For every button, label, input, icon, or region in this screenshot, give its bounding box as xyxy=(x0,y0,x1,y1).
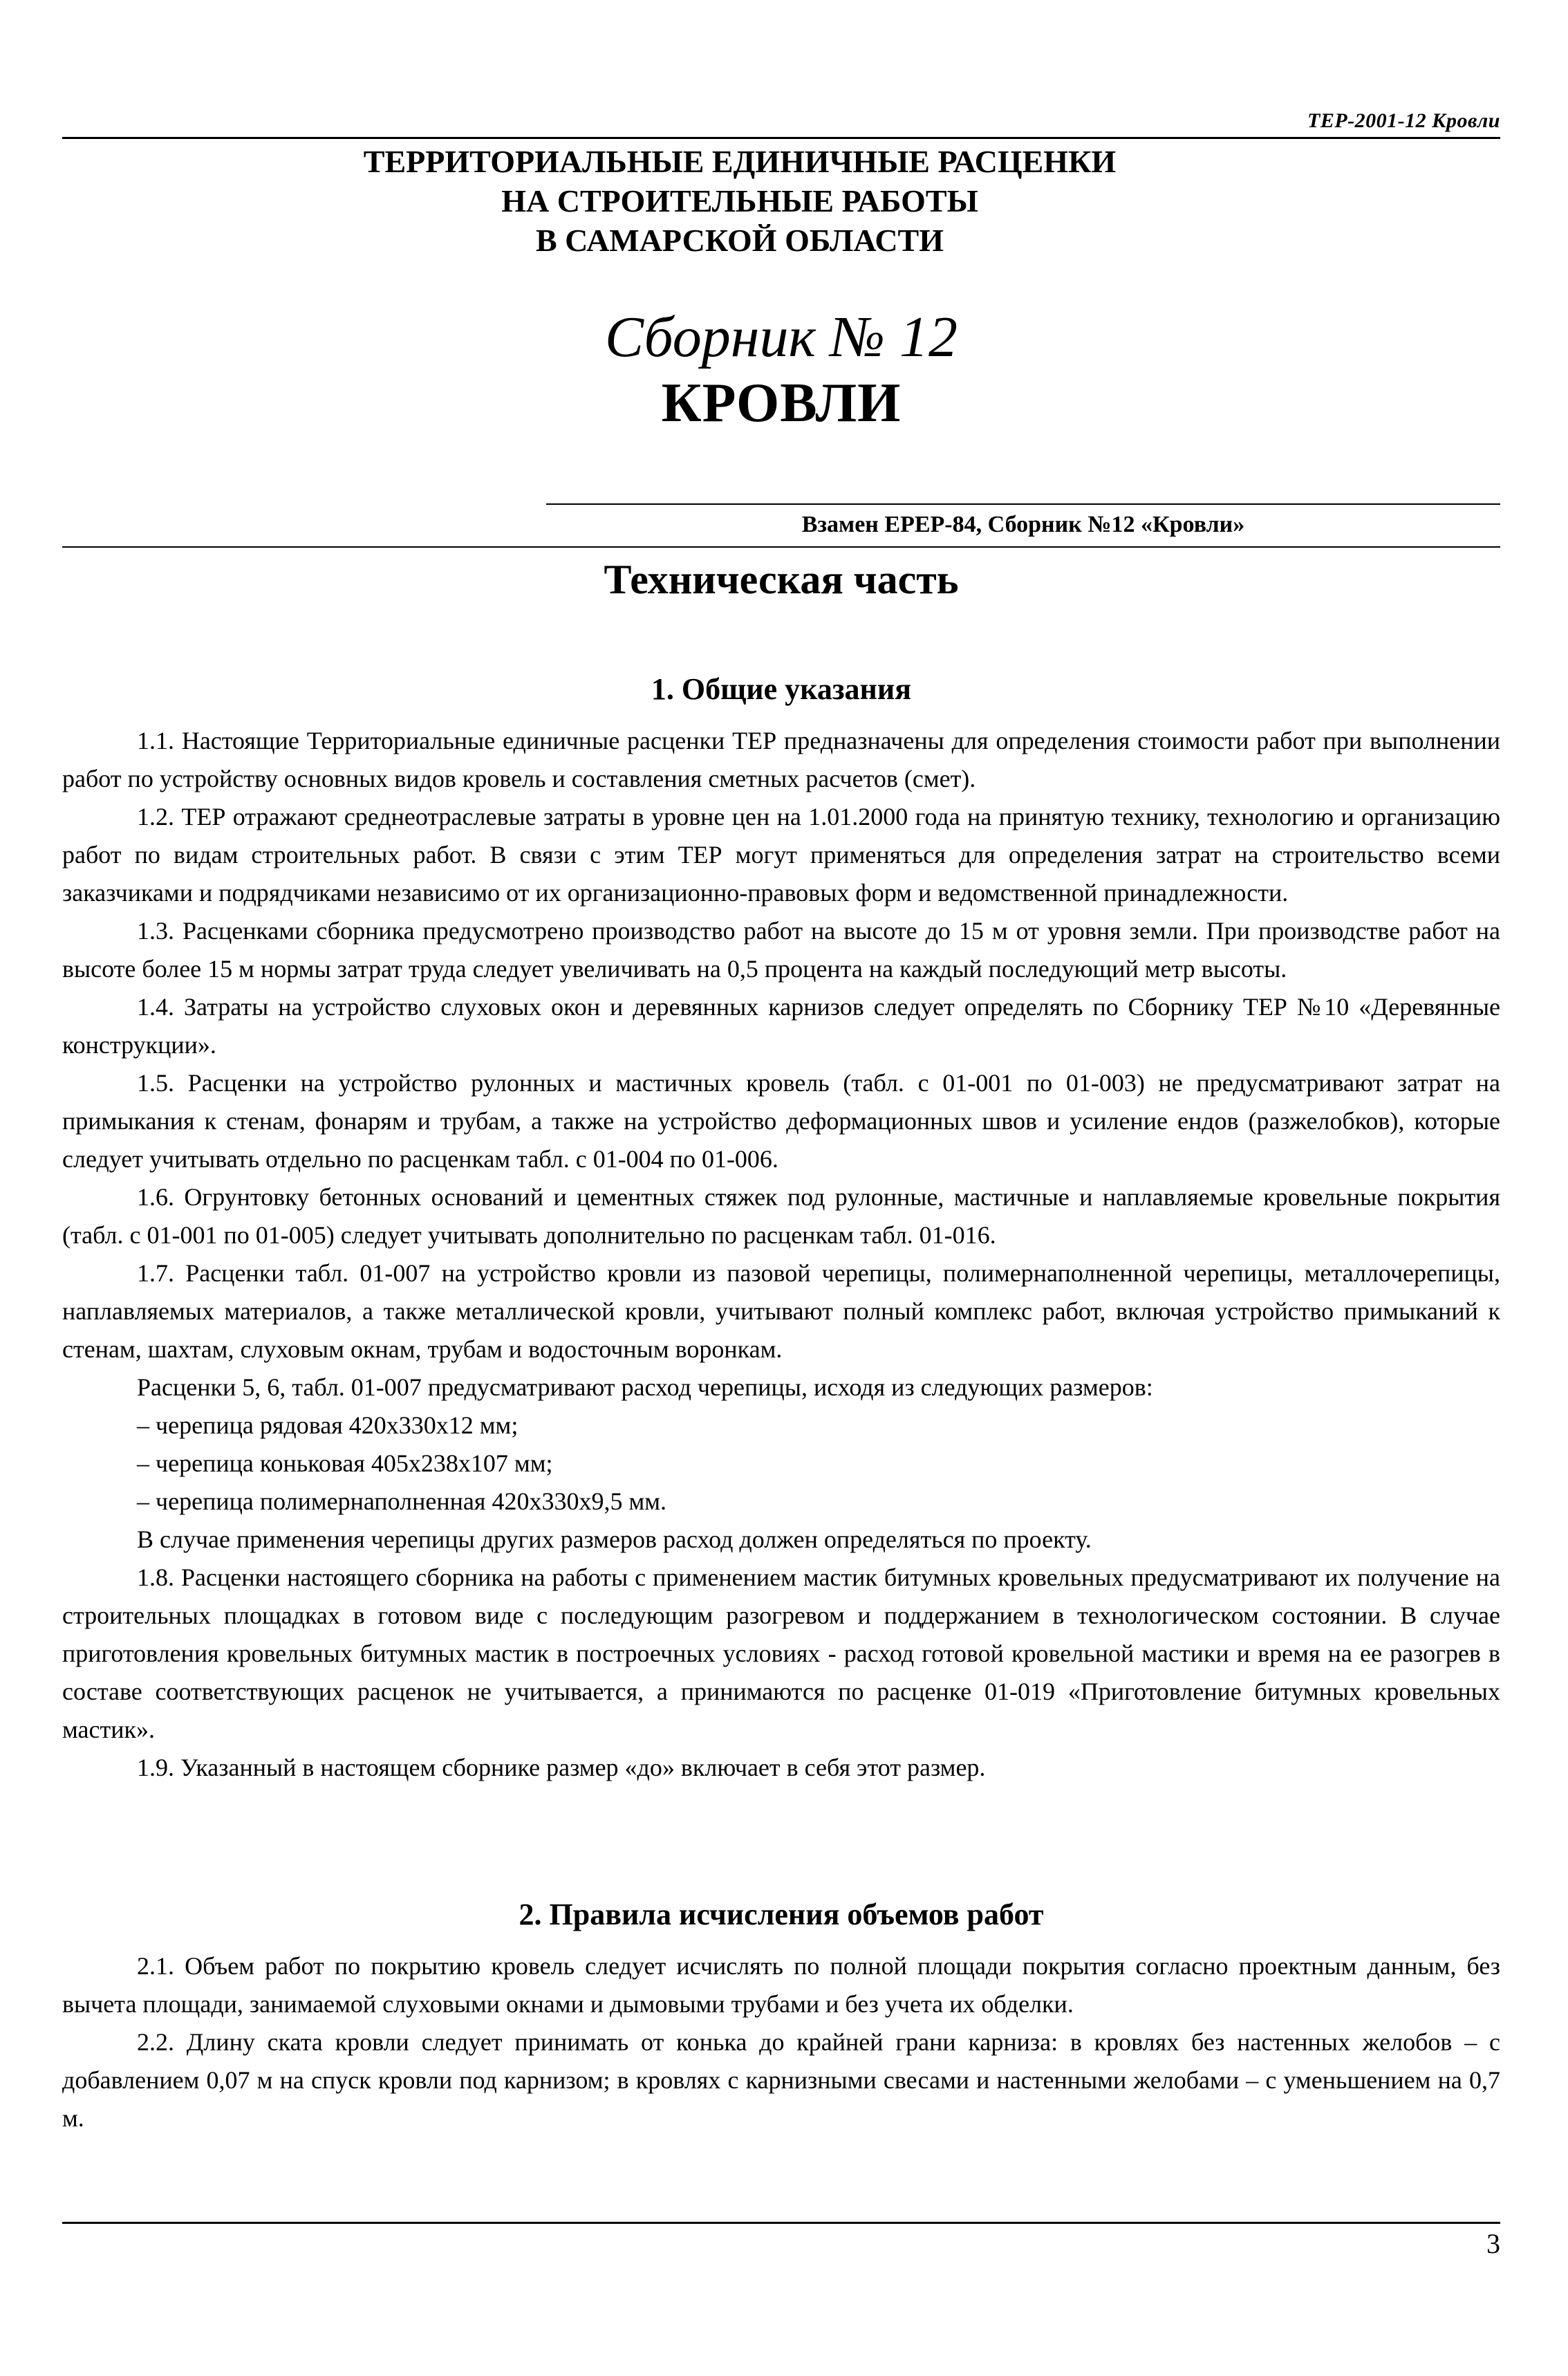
header-rule xyxy=(62,137,1500,139)
paragraph: 2.2. Длину ската кровли следует принимать от конька до крайней грани карниза: в кровлях без настенных желобов – с добавлением 0,07 м на спуск кровли под карнизом; в кровлях с карнизными свесами и настенными желобами – с уменьшением на 0,7 м. xyxy=(62,2028,1500,2132)
part-title: Техническая часть xyxy=(604,557,959,602)
paragraph: 1.5. Расценки на устройство рулонных и мастичных кровель (табл. с 01-001 по 01-003) не предусматривают затрат на примыкания к стенам, фонарям и трубам, а также на устройство деформационных швов и усиление ендов (разжелобков), которые следует учитывать отдельно по расценкам табл. с 01-004 по 01-006. xyxy=(62,1069,1500,1173)
paragraph: 1.9. Указанный в настоящем сборнике размер «до» включает в себя этот размер. xyxy=(137,1754,986,1781)
list-item: – черепица рядовая 420х330х12 мм; xyxy=(137,1411,519,1439)
paragraph: 2.1. Объем работ по покрытию кровель следует исчислять по полной площади покрытия согласно проектным данным, без вычета площади, занимаемой слуховыми окнами и дымовыми трубами и без учета их обделки. xyxy=(62,1952,1500,2018)
paragraph: 1.7. Расценки табл. 01-007 на устройство кровли из пазовой черепицы, полимернаполненной черепицы, металлочерепицы, наплавляемых материалов, а также металлической кровли, учитывают полный комплекс работ, включая устройство примыканий к стенам, шахтам, слуховым окнам, трубам и водосточным воронкам. xyxy=(62,1259,1500,1363)
document-page xyxy=(62,0,1500,2376)
section-body xyxy=(62,1947,1500,2137)
paragraph: 1.3. Расценками сборника предусмотрено производство работ на высоте до 15 м от уровня земли. При производстве работ на высоте более 15 м нормы затрат труда следует увеличивать на 0,5 процента на каждый последующий метр высоты. xyxy=(62,917,1500,983)
paragraph: 1.8. Расценки настоящего сборника на работы с применением мастик битумных кровельных предусматривают их получение на строительных площадках в готовом виде с последующим разогревом и поддержанием в технологическом состоянии. В случае приготовления кровельных битумных мастик в построечных условиях - расход готовой кровельной мастики и время на ее разогрев в составе соответствующих расценок не учитывается, а принимаются по расценке 01-019 «Приготовление битумных кровельных мастик». xyxy=(62,1563,1500,1743)
section-heading: 1. Общие указания xyxy=(651,672,912,706)
section-heading: 2. Правила исчисления объемов работ xyxy=(519,1897,1044,1931)
supersedes-note: Взамен ЕРЕР-84, Сборник №12 «Кровли» xyxy=(801,512,1245,537)
paragraph: 1.6. Огрунтовку бетонных оснований и цементных стяжек под рулонные, мастичные и наплавляемые кровельные покрытия (табл. с 01-001 по 01-005) следует учитывать дополнительно по расценкам табл. 01-016. xyxy=(62,1183,1500,1249)
supersedes-rule-bottom xyxy=(62,546,1500,548)
paragraph: 1.1. Настоящие Территориальные единичные расценки ТЕР предназначены для определения стоимости работ при выполнении работ по устройству основных видов кровель и составления сметных расчетов (смет). xyxy=(62,727,1500,792)
collection-number: Сборник № 12 xyxy=(605,305,958,369)
page-number: 3 xyxy=(1486,2228,1500,2259)
list-item: – черепица полимернаполненная 420х330х9,5 мм. xyxy=(137,1487,667,1515)
supersedes-rule-top xyxy=(546,503,1500,505)
paragraph: Расценки 5, 6, табл. 01-007 предусматривают расход черепицы, исходя из следующих размеров: xyxy=(137,1373,1153,1401)
organization-title-line: ТЕРРИТОРИАЛЬНЫЕ ЕДИНИЧНЫЕ РАСЦЕНКИ xyxy=(363,144,1117,179)
organization-title-line: В САМАРСКОЙ ОБЛАСТИ xyxy=(535,223,944,258)
collection-title: КРОВЛИ xyxy=(661,373,902,434)
footer-rule xyxy=(62,2222,1500,2224)
paragraph: 1.4. Затраты на устройство слуховых окон и деревянных карнизов следует определять по Сборнику ТЕР №10 «Деревянные конструкции». xyxy=(62,993,1500,1059)
paragraph: 1.2. ТЕР отражают среднеотраслевые затраты в уровне цен на 1.01.2000 года на принятую технику, технологию и организацию работ по видам строительных работ. В связи с этим ТЕР могут применяться для определения затрат на строительство всеми заказчиками и подрядчиками независимо от их организационно-правовых форм и ведомственной принадлежности. xyxy=(62,803,1500,907)
paragraph: В случае применения черепицы других размеров расход должен определяться по проекту. xyxy=(137,1525,1092,1553)
section-body xyxy=(62,722,1500,1787)
organization-title-line: НА СТРОИТЕЛЬНЫЕ РАБОТЫ xyxy=(501,183,978,219)
list-item: – черепица коньковая 405х238х107 мм; xyxy=(137,1449,553,1477)
organization-title xyxy=(62,142,1500,260)
running-header: ТЕР-2001-12 Кровли xyxy=(1307,109,1500,132)
